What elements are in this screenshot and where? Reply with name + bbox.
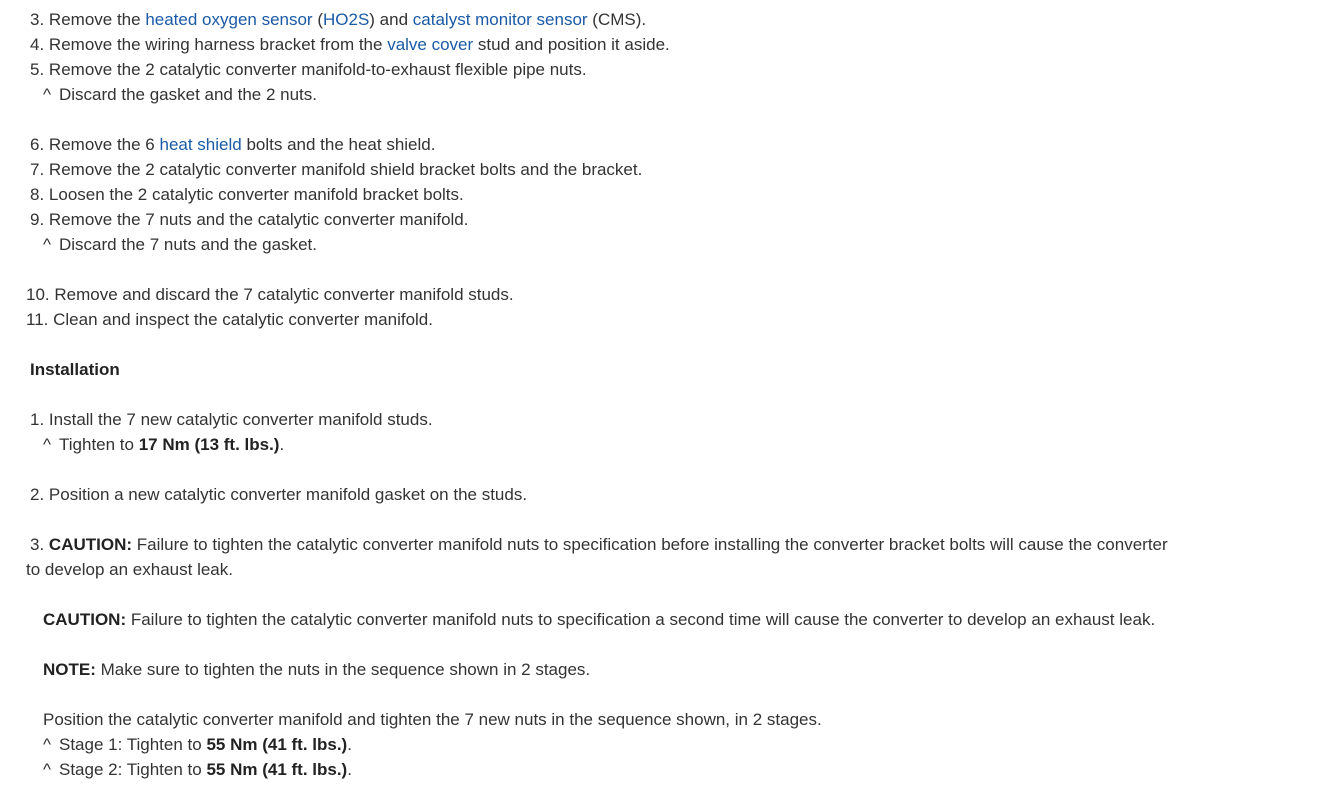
- installation-step-3-caution-1: [30, 532, 1168, 557]
- removal-step-11: [26, 307, 433, 332]
- caret-icon: ^: [43, 735, 51, 754]
- step-text: (CMS).: [587, 10, 647, 29]
- caution-text: Failure to tighten the catalytic converter manifold nuts to specification before installing the converter bracket bolts will cause the converter: [132, 535, 1168, 554]
- step-number: 9.: [30, 210, 45, 229]
- step-text: bolts and the heat shield.: [241, 135, 436, 154]
- catalyst-monitor-sensor-link[interactable]: catalyst monitor sensor: [412, 10, 588, 29]
- installation-step-1-substep: [43, 432, 284, 457]
- step-number: 2.: [30, 485, 45, 504]
- step-text: Loosen the 2 catalytic converter manifold bracket bolts.: [48, 185, 464, 204]
- step-number: 10.: [26, 285, 50, 304]
- installation-heading: Installation: [30, 360, 120, 379]
- step-text: stud and position it aside.: [473, 35, 670, 54]
- installation-step-1: [30, 407, 433, 432]
- step-text: Remove the 6: [48, 135, 160, 154]
- removal-step-9-substep: [43, 232, 317, 257]
- removal-step-3: [30, 7, 646, 32]
- torque-spec: 17 Nm (13 ft. lbs.): [138, 435, 280, 454]
- installation-step-3-stage-1: [43, 732, 352, 757]
- removal-step-9: [30, 207, 468, 232]
- step-text: Remove the wiring harness bracket from the: [48, 35, 388, 54]
- step-text: Install the 7 new catalytic converter manifold studs.: [48, 410, 433, 429]
- installation-step-3-caution-2: [43, 607, 1155, 632]
- caution-label: CAUTION:: [48, 535, 133, 554]
- caret-icon: ^: [43, 760, 51, 779]
- heated-oxygen-sensor-link[interactable]: heated oxygen sensor: [145, 10, 313, 29]
- substep-text: .: [347, 760, 352, 779]
- step-text: (: [312, 10, 323, 29]
- step-text: Clean and inspect the catalytic converter manifold.: [53, 310, 433, 329]
- step-text: Remove the 7 nuts and the catalytic converter manifold.: [48, 210, 469, 229]
- step-number: 3.: [30, 535, 45, 554]
- step-number: 11.: [26, 310, 49, 329]
- step-text: Remove and discard the 7 catalytic converter manifold studs.: [54, 285, 514, 304]
- removal-step-5-substep: [43, 82, 317, 107]
- step-number: 6.: [30, 135, 45, 154]
- note-text: Make sure to tighten the nuts in the sequence shown in 2 stages.: [95, 660, 591, 679]
- caret-icon: ^: [43, 85, 51, 104]
- step-text: Remove the 2 catalytic converter manifold-to-exhaust flexible pipe nuts.: [48, 60, 587, 79]
- substep-text: .: [279, 435, 285, 454]
- removal-step-5: [30, 57, 587, 82]
- removal-step-10: [26, 282, 514, 307]
- substep-text: Discard the 7 nuts and the gasket.: [59, 235, 317, 254]
- removal-step-6: [30, 132, 435, 157]
- ho2s-link[interactable]: HO2S: [323, 10, 370, 29]
- substep-text: Discard the gasket and the 2 nuts.: [59, 85, 317, 104]
- removal-step-4: [30, 32, 670, 57]
- installation-step-3-text: [43, 707, 822, 732]
- heat-shield-link[interactable]: heat shield: [159, 135, 242, 154]
- valve-cover-link[interactable]: valve cover: [387, 35, 474, 54]
- step-number: 8.: [30, 185, 45, 204]
- caret-icon: ^: [43, 435, 51, 454]
- step-number: 7.: [30, 160, 45, 179]
- torque-spec: 55 Nm (41 ft. lbs.): [206, 760, 348, 779]
- installation-step-3-stage-2: [43, 757, 352, 782]
- substep-text: .: [347, 735, 352, 754]
- installation-step-2: [30, 482, 527, 507]
- caret-icon: ^: [43, 235, 51, 254]
- step-number: 4.: [30, 35, 45, 54]
- step-text: ) and: [369, 10, 413, 29]
- torque-spec: 55 Nm (41 ft. lbs.): [206, 735, 348, 754]
- step-number: 3.: [30, 10, 45, 29]
- note-label: NOTE:: [43, 660, 96, 679]
- substep-text: Stage 2: Tighten to: [59, 760, 207, 779]
- substep-text: Tighten to: [59, 435, 139, 454]
- step-text: Position the catalytic converter manifold and tighten the 7 new nuts in the sequence shown, in 2 stages.: [43, 710, 822, 729]
- step-number: 1.: [30, 410, 45, 429]
- step-text: Remove the 2 catalytic converter manifold shield bracket bolts and the bracket.: [48, 160, 643, 179]
- caution-text: Failure to tighten the catalytic converter manifold nuts to specification a second time will cause the converter to develop an exhaust leak.: [126, 610, 1156, 629]
- removal-step-8: [30, 182, 464, 207]
- step-text: Remove the: [48, 10, 146, 29]
- removal-step-7: [30, 157, 642, 182]
- caution-text: to develop an exhaust leak.: [26, 560, 233, 579]
- substep-text: Stage 1: Tighten to: [59, 735, 207, 754]
- installation-step-3-note: [43, 657, 590, 682]
- caution-label: CAUTION:: [43, 610, 127, 629]
- installation-step-3-caution-1-continued: [26, 557, 233, 582]
- step-text: Position a new catalytic converter manifold gasket on the studs.: [48, 485, 528, 504]
- step-number: 5.: [30, 60, 45, 79]
